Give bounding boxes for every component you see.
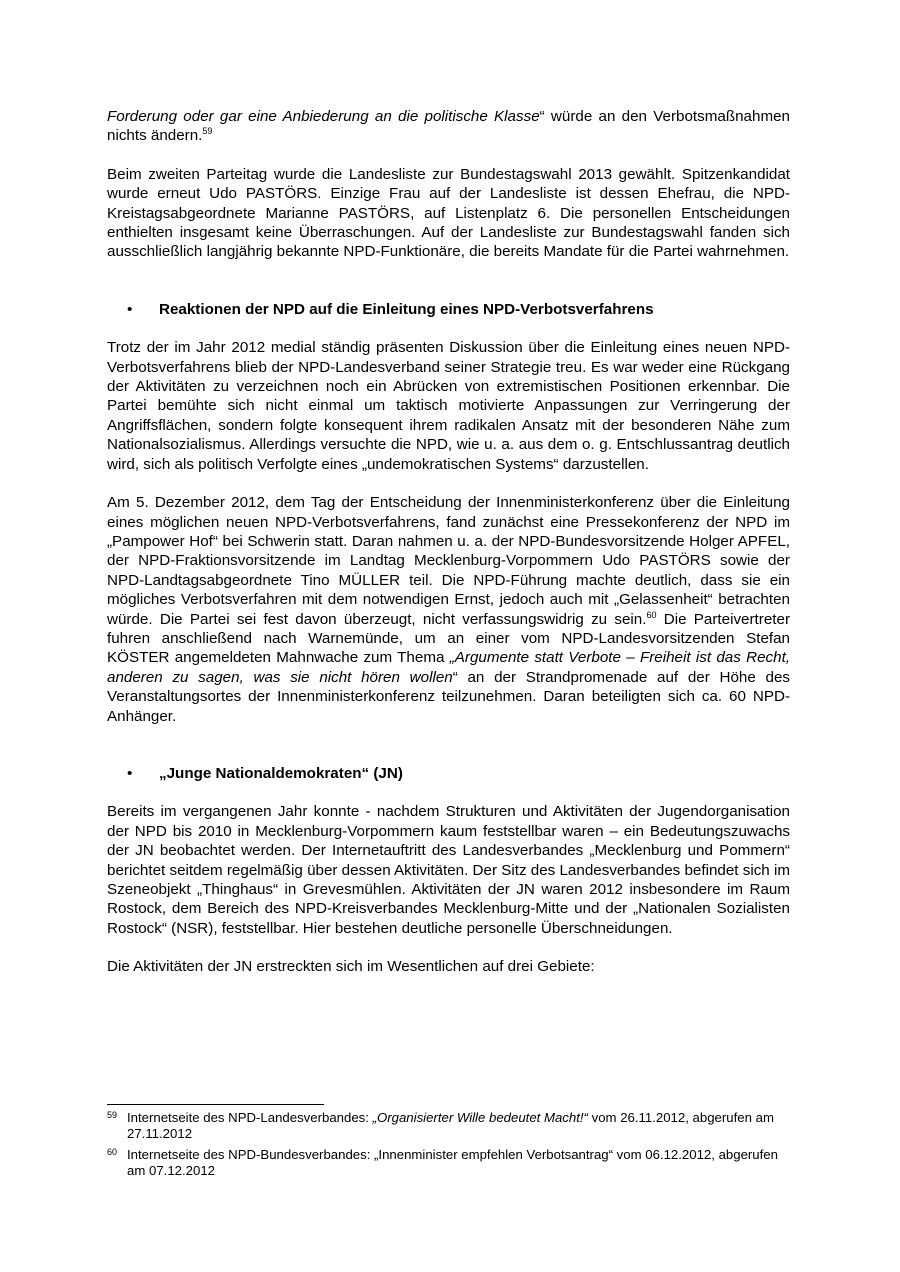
paragraph-pressekonferenz (107, 493, 790, 726)
footnote-italic: „Organisierter Wille bedeutet Macht!“ (372, 1110, 588, 1125)
footnote-text: Internetseite des NPD-Landesverbandes: (127, 1110, 373, 1125)
paragraph-jn: Bereits im vergangenen Jahr konnte - nachdem Strukturen und Aktivitäten der Jugendorganisation der NPD bis 2010 in Mecklenburg-Vorpommern kaum feststellbar waren – ein Bedeutungszuwachs der JN beobachtet werden. Der Internetauftritt des Landesverbandes „Mecklenburg und Pommern“ berichtet seitdem regelmäßig über dessen Aktivitäten. Der Sitz des Landesverbandes befindet sich im Szeneobjekt „Thinghaus“ in Grevesmühlen. Aktivitäten der JN waren 2012 insbesondere im Raum Rostock, dem Bereich des NPD-Kreisverbandes Mecklenburg-Mitte und der „Nationalen Sozialisten Rostock“ (NSR), feststellbar. Hier bestehen deutliche personelle Überschneidungen. (107, 803, 790, 937)
heading-text: Reaktionen der NPD auf die Einleitung eines NPD-Verbotsverfahrens (159, 300, 654, 318)
section-heading-jn (107, 764, 790, 783)
paragraph-gebiete: Die Aktivitäten der JN erstreckten sich im Wesentlichen auf drei Gebiete: (107, 958, 595, 976)
footnote-60 (107, 1147, 790, 1180)
footnote-ref-60[interactable]: 60 (646, 609, 657, 620)
footnote-text: Internetseite des NPD-Bundesverbandes: „Innenminister empfehlen Verbotsantrag“ vom 06.12.2012, abgerufen am 07.12.2012 (127, 1146, 778, 1179)
footnote-text: vom 26.11.2012, abgerufen am 27.11.2012 (127, 1110, 774, 1142)
document-body (107, 107, 790, 977)
footnote-59 (107, 1110, 790, 1143)
footnotes (107, 1110, 790, 1184)
bullet: • (127, 764, 133, 782)
paragraph-text: “ an der Strandpromenade auf der Höhe des Veranstaltungsortes der Innenministerkonferenz teilzunehmen. Daran beteiligten sich ca. 60 NPD-Anhänger. (107, 668, 790, 725)
bullet: • (127, 300, 133, 318)
paragraph-verbot-continuation (107, 107, 790, 146)
paragraph-text: “ würde an den Verbotsmaßnahmen nichts ändern. (107, 108, 790, 145)
footnote-number: 60 (107, 1146, 118, 1157)
quote-italic: „Argumente statt Verbote – Freiheit ist das Recht, anderen zu sagen, was sie nicht hören wollen (107, 649, 791, 686)
paragraph-text: Am 5. Dezember 2012, dem Tag der Entscheidung der Innenministerkonferenz über die Einleitung eines möglichen neuen NPD-Verbotsverfahrens, fand zunächst eine Pressekonferenz der NPD im „Pampower Hof“ bei Schwerin statt. Daran nahmen u. a. der NPD-Bundesvorsitzende Holger APFEL, der NPD-Fraktionsvorsitzende im Landtag Mecklenburg-Vorpommern Udo PASTÖRS sowie der NPD-Landtagsabgeordnete Tino MÜLLER teil. Die NPD-Führung machte deutlich, dass sie ein mögliches Verbotsverfahren mit dem notwendigen Ernst, jedoch auch mit „Gelassenheit“ betrachten würde. Die Partei sei fest davon überzeugt, nicht verfassungswidrig zu sein. (107, 494, 790, 628)
section-heading-verbotsverfahren (107, 300, 790, 319)
quote-italic: Forderung oder gar eine Anbiederung an die politische Klasse (107, 108, 540, 125)
paragraph-text: Die Parteivertreter fuhren anschließend nach Warnemünde, um an einer vom NPD-Landesvorsitzenden Stefan KÖSTER angemeldeten Mahnwache zum Thema (107, 610, 790, 667)
paragraph-parteitag: Beim zweiten Parteitag wurde die Landesliste zur Bundestagswahl 2013 gewählt. Spitzenkandidat wurde erneut Udo PASTÖRS. Einzige Frau auf der Landesliste ist dessen Ehefrau, die NPD-Kreistagsabgeordnete Marianne PASTÖRS, auf Listenplatz 6. Die personellen Entscheidungen enthielten insgesamt keine Überraschungen. Auf der Landesliste zur Bundestagswahl fanden sich ausschließlich langjährig bekannte NPD-Funktionäre, die bereits Mandate für die Partei wahrnehmen. (107, 165, 790, 261)
paragraph-strategie: Trotz der im Jahr 2012 medial ständig präsenten Diskussion über die Einleitung eines neuen NPD-Verbotsverfahrens blieb der NPD-Landesverband seiner Strategie treu. Es war weder eine Rückgang der Aktivitäten zu verzeichnen noch ein Abrücken von extremistischen Positionen erkennbar. Die Partei bemühte sich nicht einmal um taktisch motivierte Anpassungen zur Verringerung der Angriffsflächen, sondern folgte konsequent ihrem radikalen Ansatz mit der besonderen Nähe zum Nationalsozialismus. Allerdings versuchte die NPD, wie u. a. aus dem o. g. Entschlussantrag deutlich wird, sich als politisch Verfolgte eines „undemokratischen Systems“ darzustellen. (107, 339, 790, 473)
footnote-number: 59 (107, 1110, 118, 1120)
footnote-ref-59[interactable]: 59 (202, 126, 213, 137)
footnote-separator (107, 1104, 324, 1105)
heading-text: „Junge Nationaldemokraten“ (JN) (159, 764, 403, 782)
